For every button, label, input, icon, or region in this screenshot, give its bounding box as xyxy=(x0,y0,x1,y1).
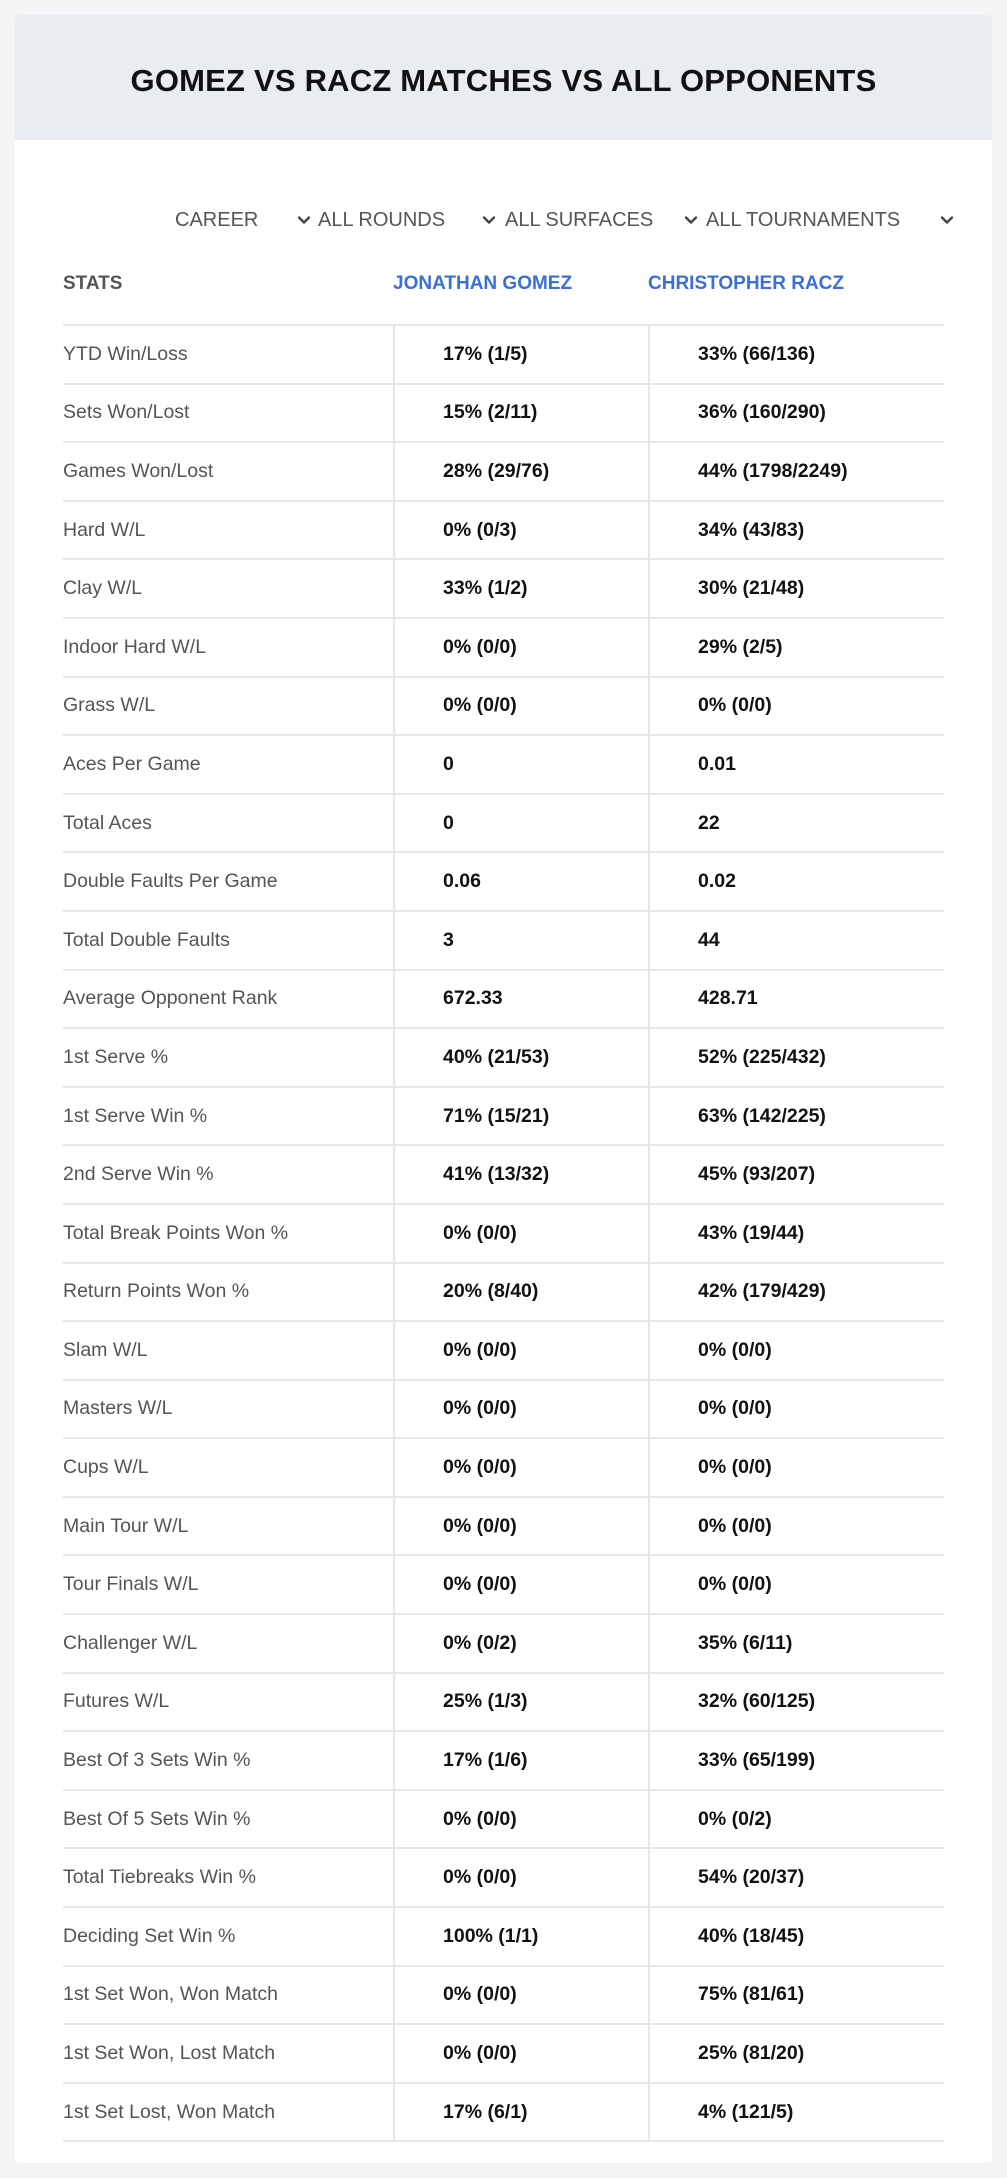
table-row xyxy=(63,1498,944,1557)
table-header xyxy=(63,250,944,326)
player1-value: 0% (0/3) xyxy=(393,502,648,559)
player2-value: 35% (6/11) xyxy=(648,1615,944,1672)
stat-label: 1st Set Won, Lost Match xyxy=(63,2042,276,2065)
stat-label: Total Double Faults xyxy=(63,928,230,951)
player2-value: 428.71 xyxy=(648,971,944,1028)
table-row xyxy=(63,1146,944,1205)
stat-label: Total Aces xyxy=(63,811,152,834)
table-row xyxy=(63,1967,944,2026)
player2-value: 0% (0/0) xyxy=(648,678,944,735)
player2-value: 0% (0/0) xyxy=(648,1498,944,1555)
player2-link[interactable]: CHRISTOPHER RACZ xyxy=(648,273,844,294)
stat-label: Return Points Won % xyxy=(63,1280,250,1303)
table-row xyxy=(63,2025,944,2084)
player1-value: 17% (6/1) xyxy=(393,2084,648,2141)
stat-label: Sets Won/Lost xyxy=(63,401,190,424)
stat-label: Aces Per Game xyxy=(63,752,201,775)
stat-label: 1st Set Won, Won Match xyxy=(63,1983,278,2006)
player1-value: 0% (0/0) xyxy=(393,1849,648,1906)
stat-label: Masters W/L xyxy=(63,1397,173,1420)
player1-value: 17% (1/6) xyxy=(393,1732,648,1789)
player2-value: 33% (66/136) xyxy=(648,326,944,383)
table-row xyxy=(63,1791,944,1850)
player1-value: 0% (0/2) xyxy=(393,1615,648,1672)
table-row xyxy=(63,678,944,737)
player1-value: 0% (0/0) xyxy=(393,1556,648,1613)
player2-value: 0% (0/0) xyxy=(648,1381,944,1438)
table-row xyxy=(63,1322,944,1381)
player1-value: 15% (2/11) xyxy=(393,385,648,442)
table-row xyxy=(63,1674,944,1733)
table-row xyxy=(63,1732,944,1791)
player2-value: 42% (179/429) xyxy=(648,1264,944,1321)
player1-value: 20% (8/40) xyxy=(393,1264,648,1321)
table-row xyxy=(63,971,944,1030)
stat-label: Total Break Points Won % xyxy=(63,1221,289,1244)
player1-value: 3 xyxy=(393,912,648,969)
stats-table xyxy=(63,250,944,2142)
table-row xyxy=(63,795,944,854)
player1-value: 0% (0/0) xyxy=(393,1967,648,2024)
player1-value: 100% (1/1) xyxy=(393,1908,648,1965)
player1-value: 0% (0/0) xyxy=(393,678,648,735)
player1-value: 0% (0/0) xyxy=(393,1381,648,1438)
stats-column-header: STATS xyxy=(63,273,123,294)
career-filter-value: CAREER xyxy=(175,208,259,231)
chevron-down-icon xyxy=(682,211,700,229)
table-row xyxy=(63,1615,944,1674)
player2-value: 0% (0/0) xyxy=(648,1322,944,1379)
stat-label: Challenger W/L xyxy=(63,1631,198,1654)
chevron-down-icon xyxy=(938,211,956,229)
stat-label: Best Of 3 Sets Win % xyxy=(63,1749,251,1772)
surfaces-filter[interactable] xyxy=(505,190,700,250)
stat-label: Indoor Hard W/L xyxy=(63,635,207,658)
rounds-filter[interactable] xyxy=(318,190,498,250)
table-row xyxy=(63,1908,944,1967)
table-row xyxy=(63,1556,944,1615)
player2-value: 45% (93/207) xyxy=(648,1146,944,1203)
player1-value: 25% (1/3) xyxy=(393,1674,648,1731)
player2-value: 32% (60/125) xyxy=(648,1674,944,1731)
player2-value: 0% (0/0) xyxy=(648,1556,944,1613)
stat-label: Futures W/L xyxy=(63,1690,170,1713)
player2-value: 4% (121/5) xyxy=(648,2084,944,2141)
stat-label: Slam W/L xyxy=(63,1338,148,1361)
player1-value: 0% (0/0) xyxy=(393,2025,648,2082)
table-row xyxy=(63,619,944,678)
player2-value: 44 xyxy=(648,912,944,969)
table-row xyxy=(63,502,944,561)
table-row xyxy=(63,1849,944,1908)
player2-value: 63% (142/225) xyxy=(648,1088,944,1145)
table-row xyxy=(63,1029,944,1088)
player1-value: 40% (21/53) xyxy=(393,1029,648,1086)
stat-label: YTD Win/Loss xyxy=(63,342,188,365)
player2-value: 25% (81/20) xyxy=(648,2025,944,2082)
player1-value: 41% (13/32) xyxy=(393,1146,648,1203)
player1-value: 0% (0/0) xyxy=(393,619,648,676)
table-row xyxy=(63,912,944,971)
stat-label: Games Won/Lost xyxy=(63,459,214,482)
table-row xyxy=(63,1088,944,1147)
stat-label: 1st Serve Win % xyxy=(63,1104,208,1127)
table-body xyxy=(63,326,944,2142)
player1-value: 0% (0/0) xyxy=(393,1205,648,1262)
player2-value: 0% (0/2) xyxy=(648,1791,944,1848)
stat-label: Deciding Set Win % xyxy=(63,1924,236,1947)
stat-label: Hard W/L xyxy=(63,518,146,541)
player1-value: 0% (0/0) xyxy=(393,1439,648,1496)
stat-label: Tour Finals W/L xyxy=(63,1573,199,1596)
player1-value: 71% (15/21) xyxy=(393,1088,648,1145)
tournaments-filter[interactable] xyxy=(706,190,956,250)
player2-value: 0.02 xyxy=(648,853,944,910)
player1-value: 28% (29/76) xyxy=(393,443,648,500)
card-header xyxy=(15,15,992,140)
surfaces-filter-value: ALL SURFACES xyxy=(505,208,654,231)
player2-value: 22 xyxy=(648,795,944,852)
player1-value: 0% (0/0) xyxy=(393,1791,648,1848)
stat-label: 2nd Serve Win % xyxy=(63,1163,214,1186)
table-row xyxy=(63,443,944,502)
player2-value: 34% (43/83) xyxy=(648,502,944,559)
stat-label: Clay W/L xyxy=(63,577,143,600)
table-row xyxy=(63,1439,944,1498)
player2-value: 75% (81/61) xyxy=(648,1967,944,2024)
player2-value: 33% (65/199) xyxy=(648,1732,944,1789)
player1-value: 17% (1/5) xyxy=(393,326,648,383)
player2-value: 0.01 xyxy=(648,736,944,793)
player1-link[interactable]: JONATHAN GOMEZ xyxy=(393,273,573,294)
rounds-filter-value: ALL ROUNDS xyxy=(318,208,446,231)
player2-value: 30% (21/48) xyxy=(648,560,944,617)
table-row xyxy=(63,1264,944,1323)
tournaments-filter-value: ALL TOURNAMENTS xyxy=(706,208,901,231)
filter-bar xyxy=(15,190,992,250)
chevron-down-icon xyxy=(295,211,313,229)
table-row xyxy=(63,560,944,619)
chevron-down-icon xyxy=(480,211,498,229)
table-row xyxy=(63,853,944,912)
stat-label: Double Faults Per Game xyxy=(63,870,278,893)
table-row xyxy=(63,736,944,795)
player1-value: 33% (1/2) xyxy=(393,560,648,617)
player2-value: 40% (18/45) xyxy=(648,1908,944,1965)
player2-value: 54% (20/37) xyxy=(648,1849,944,1906)
table-row xyxy=(63,1381,944,1440)
player1-value: 0.06 xyxy=(393,853,648,910)
player2-value: 36% (160/290) xyxy=(648,385,944,442)
stat-label: Total Tiebreaks Win % xyxy=(63,1866,256,1889)
table-row xyxy=(63,326,944,385)
stat-label: 1st Serve % xyxy=(63,1045,169,1068)
stat-label: Best Of 5 Sets Win % xyxy=(63,1807,251,1830)
player2-value: 44% (1798/2249) xyxy=(648,443,944,500)
stat-label: Main Tour W/L xyxy=(63,1514,189,1537)
stat-label: Grass W/L xyxy=(63,694,156,717)
player2-value: 29% (2/5) xyxy=(648,619,944,676)
player2-value: 43% (19/44) xyxy=(648,1205,944,1262)
career-filter[interactable] xyxy=(175,190,313,250)
player1-value: 0% (0/0) xyxy=(393,1322,648,1379)
stats-card xyxy=(15,15,992,2163)
table-row xyxy=(63,385,944,444)
stat-label: 1st Set Lost, Won Match xyxy=(63,2100,276,2123)
player2-value: 0% (0/0) xyxy=(648,1439,944,1496)
player1-value: 0 xyxy=(393,736,648,793)
stat-label: Average Opponent Rank xyxy=(63,987,278,1010)
player2-value: 52% (225/432) xyxy=(648,1029,944,1086)
player1-value: 0% (0/0) xyxy=(393,1498,648,1555)
player1-value: 672.33 xyxy=(393,971,648,1028)
table-row xyxy=(63,1205,944,1264)
player1-value: 0 xyxy=(393,795,648,852)
page-title: GOMEZ VS RACZ MATCHES VS ALL OPPONENTS xyxy=(130,62,877,98)
table-row xyxy=(63,2084,944,2143)
stat-label: Cups W/L xyxy=(63,1456,149,1479)
